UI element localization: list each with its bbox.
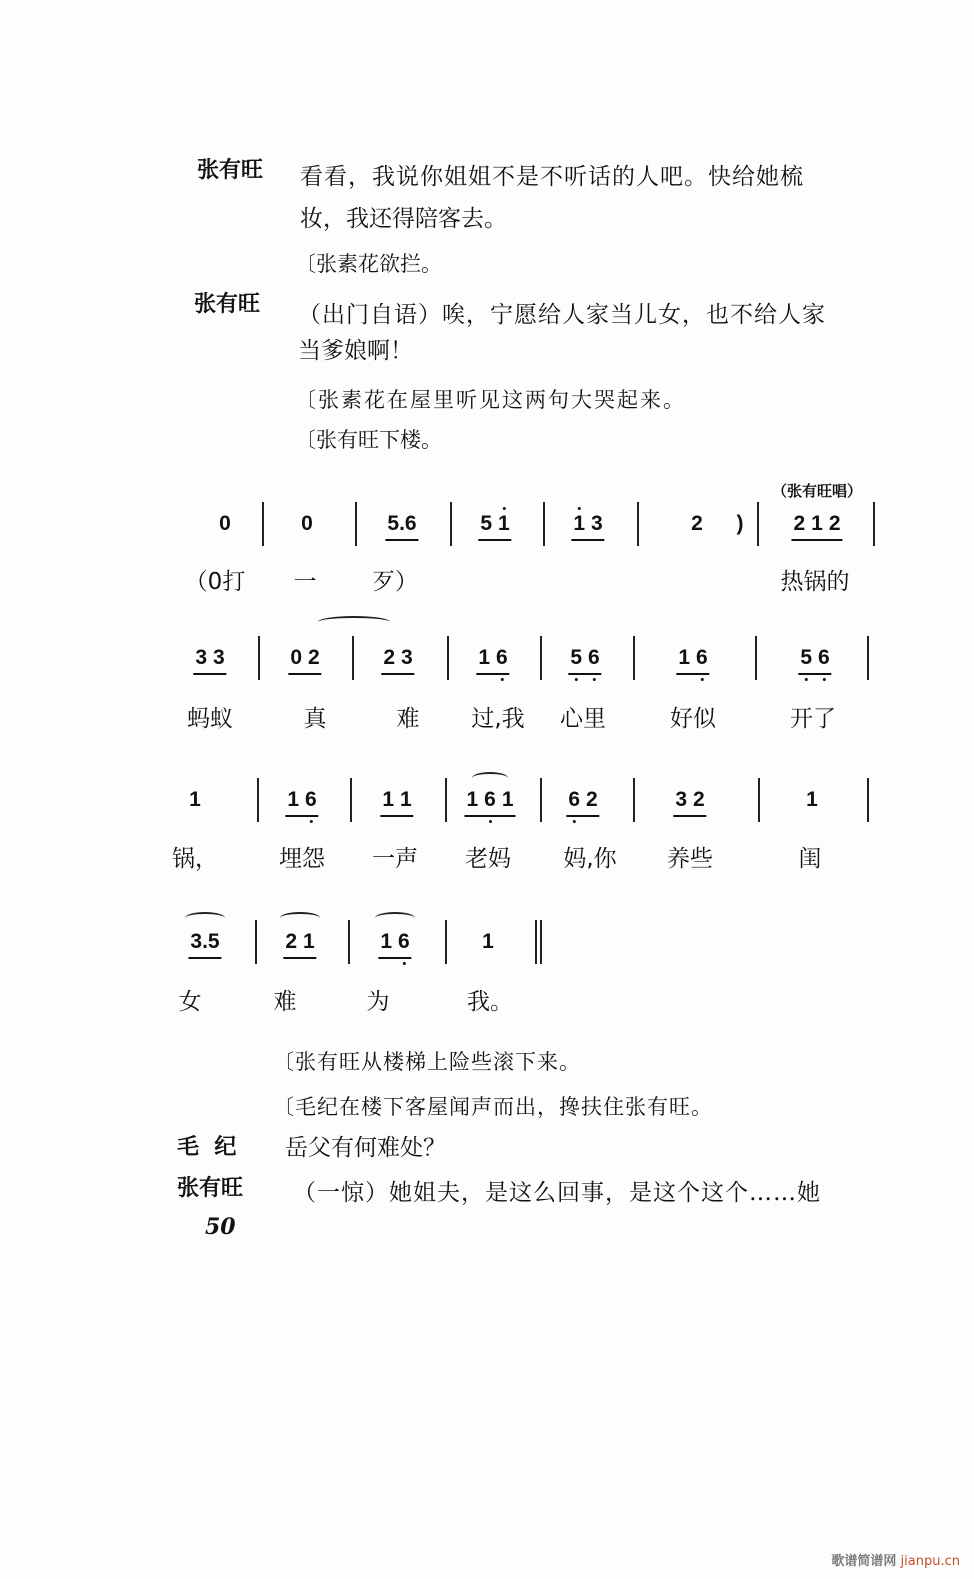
lyric: 热锅的: [780, 569, 850, 595]
singer-note: （张有旺唱）: [772, 482, 863, 500]
note: 6: [696, 646, 708, 669]
bar-line: [255, 920, 257, 964]
lyric: 妈,你: [563, 846, 617, 872]
measure: [301, 512, 313, 536]
bar-line: [450, 502, 452, 546]
measure: [676, 646, 709, 675]
lyric: 一: [293, 569, 317, 595]
speaker-name: 张有旺: [177, 1176, 244, 1201]
lyric: 女: [178, 989, 202, 1015]
note: 6: [568, 788, 580, 811]
measure: [219, 512, 231, 536]
page-number: 50: [205, 1214, 236, 1240]
stage-direction: 〔张有旺从楼梯上险些滚下来。: [273, 1050, 581, 1074]
lyric: 真: [303, 706, 327, 732]
bar-line: [540, 778, 542, 822]
note: 1: [380, 930, 392, 953]
note: 3: [591, 512, 603, 535]
measure: [798, 646, 831, 675]
lyric: 难: [396, 706, 420, 732]
bar-line: [633, 636, 635, 680]
measure: [193, 646, 226, 675]
note: 1: [303, 930, 315, 953]
note: 3: [195, 646, 207, 669]
lyric: 好似: [670, 706, 716, 732]
stage-direction: 〔毛纪在楼下客屋闻声而出，搀扶住张有旺。: [273, 1095, 713, 1119]
note: 5: [800, 646, 812, 669]
slur: [185, 912, 225, 924]
note: 1: [678, 646, 690, 669]
measure: [288, 646, 321, 675]
note: 1: [466, 788, 479, 811]
note: 0: [301, 512, 313, 535]
bar-line: [637, 502, 639, 546]
dialogue-line: （一惊）她姐夫，是这么回事，是这个这个……她: [293, 1180, 821, 1206]
note: 6: [496, 646, 508, 669]
measure: [482, 930, 494, 954]
stage-direction: 〔张素花欲拦。: [295, 252, 442, 276]
lyric: 过,我: [471, 706, 525, 732]
note: 3.5: [190, 930, 220, 953]
bar-line: [867, 778, 869, 822]
bar-line: [755, 636, 757, 680]
note: ): [736, 512, 744, 535]
bar-line: [258, 636, 260, 680]
bar-line: [352, 636, 354, 680]
speaker-name: 张有旺: [194, 292, 261, 317]
lyric: 开了: [790, 706, 836, 732]
watermark-en: jianpu.cn: [900, 1554, 960, 1569]
note: 2: [793, 512, 806, 535]
lyric: 锅，: [172, 846, 218, 872]
lyric: （0打: [184, 569, 246, 595]
note: 2: [691, 512, 703, 535]
note: 1: [498, 512, 510, 535]
speaker-name: 毛 纪: [177, 1135, 237, 1160]
measure: [691, 512, 703, 536]
dialogue-line: （出门自语）唉，宁愿给人家当儿女，也不给人家: [298, 302, 826, 328]
measure: [385, 512, 418, 541]
bar-line: [445, 920, 447, 964]
measure: [791, 512, 842, 541]
bar-line: [758, 778, 760, 822]
note: 5: [570, 646, 582, 669]
note: 2: [285, 930, 297, 953]
note: 6: [818, 646, 830, 669]
bar-line: [445, 778, 447, 822]
measure: [464, 788, 515, 817]
lyric: 埋怨: [279, 846, 325, 872]
measure: [568, 646, 601, 675]
measure: [189, 788, 201, 812]
speaker-name: 张有旺: [197, 158, 264, 183]
slur: [472, 772, 508, 784]
measure: [380, 788, 413, 817]
lyric: 为: [366, 989, 390, 1015]
slur: [375, 912, 415, 924]
bar-line: [350, 778, 352, 822]
lyric: 养些: [667, 846, 713, 872]
bar-line: [757, 502, 759, 546]
bar-line: [355, 502, 357, 546]
lyric: 心里: [560, 706, 606, 732]
note: 3: [401, 646, 413, 669]
measure: [566, 788, 599, 817]
note: 6: [588, 646, 600, 669]
slur: [318, 616, 390, 628]
measure: [188, 930, 221, 959]
stage-direction: 〔张有旺下楼。: [295, 428, 442, 452]
measure: [737, 512, 744, 536]
measure: [283, 930, 316, 959]
bar-line: [262, 502, 264, 546]
bar-line: [535, 920, 537, 964]
note: 1: [382, 788, 394, 811]
note: 1: [287, 788, 299, 811]
bar-line: [633, 778, 635, 822]
lyric: 一声: [372, 846, 418, 872]
note: 1: [478, 646, 490, 669]
measure: [285, 788, 318, 817]
note: 2: [586, 788, 598, 811]
note: 6: [305, 788, 317, 811]
measure: [478, 512, 511, 541]
bar-line: [543, 502, 545, 546]
dialogue-line: 岳父有何难处？: [285, 1135, 446, 1161]
note: 1: [811, 512, 823, 535]
note: 1: [806, 788, 818, 811]
watermark-cn: 歌谱简谱网: [831, 1554, 897, 1569]
dialogue-line: 看看，我说你姐姐不是不听话的人吧。快给她梳: [300, 164, 804, 190]
note: 1: [400, 788, 412, 811]
note: 2: [693, 788, 705, 811]
note: 5: [480, 512, 492, 535]
bar-line: [867, 636, 869, 680]
note: 1: [189, 788, 201, 811]
lyric: 我。: [467, 989, 513, 1015]
note: 2: [383, 646, 395, 669]
note: 0: [219, 512, 231, 535]
measure: [378, 930, 411, 959]
note: 6: [484, 788, 496, 811]
note: 5.6: [387, 512, 417, 535]
bar-line: [348, 920, 350, 964]
bar-line: [540, 920, 542, 964]
measure: [476, 646, 509, 675]
note: 2: [828, 512, 841, 535]
lyric: 老妈: [465, 846, 511, 872]
note: 1: [573, 512, 585, 535]
measure: [381, 646, 414, 675]
dialogue-line: 妆，我还得陪客去。: [300, 206, 507, 232]
watermark: [831, 1550, 960, 1569]
note: 3: [213, 646, 225, 669]
lyric: 闺: [798, 846, 822, 872]
measure: [673, 788, 706, 817]
measure: [806, 788, 818, 812]
note: 1: [501, 788, 514, 811]
dialogue-line: 当爹娘啊！: [298, 338, 413, 364]
bar-line: [447, 636, 449, 680]
lyric: 蚂蚁: [187, 706, 233, 732]
bar-line: [257, 778, 259, 822]
bar-line: [873, 502, 875, 546]
note: 1: [482, 930, 494, 953]
bar-line: [540, 636, 542, 680]
note: 0: [290, 646, 302, 669]
note: 6: [398, 930, 410, 953]
stage-direction: 〔张素花在屋里听见这两句大哭起来。: [295, 388, 686, 412]
note: 3: [675, 788, 687, 811]
lyric: 歹）: [372, 569, 418, 595]
measure: [571, 512, 604, 541]
note: 2: [308, 646, 320, 669]
slur: [280, 912, 320, 924]
lyric: 难: [273, 989, 297, 1015]
